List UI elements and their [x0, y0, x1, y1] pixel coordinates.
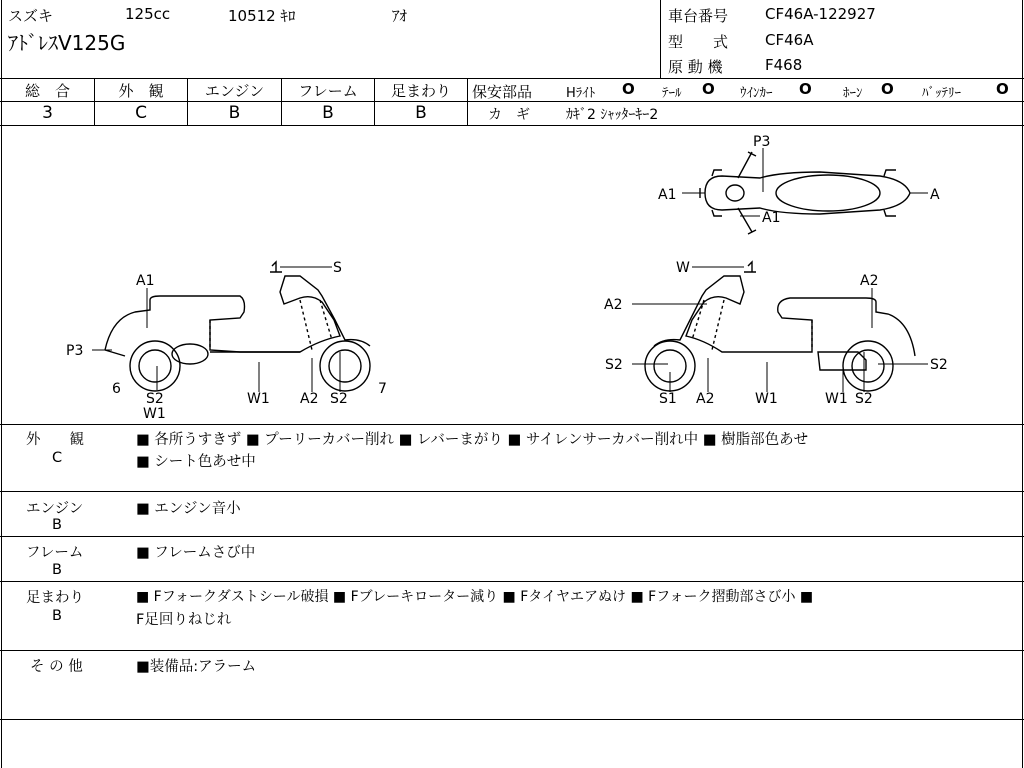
- section-grade: B: [52, 562, 62, 578]
- safety-mark: O: [996, 80, 1009, 98]
- diagram-label: A: [930, 187, 940, 203]
- diagram-label: A2: [860, 273, 879, 289]
- maker: スズキ: [8, 7, 54, 25]
- grade-suspension: B: [415, 103, 427, 123]
- diagram-label: A1: [136, 273, 155, 289]
- section-grade: C: [52, 450, 63, 466]
- frame-no-label: 車台番号: [668, 7, 729, 25]
- diagram-label: 7: [378, 381, 387, 397]
- section-line: ■ シート色あせ中: [136, 454, 256, 470]
- frame-no: CF46A-122927: [765, 5, 876, 23]
- engine-value: F468: [765, 56, 803, 74]
- section-title: 外 観: [26, 432, 84, 448]
- scooter-diagram-svg: [0, 126, 1024, 424]
- diagram-label: S2: [605, 357, 623, 373]
- diagram-label: W1: [143, 406, 166, 422]
- diagram-label: S2: [930, 357, 948, 373]
- section-border: [0, 536, 1024, 537]
- diagram-label: P3: [66, 343, 84, 359]
- diagram-label: P3: [753, 134, 771, 150]
- diagram-label: W1: [825, 391, 848, 407]
- diagram-label: S2: [330, 391, 348, 407]
- type-label: 型 式: [668, 33, 729, 51]
- section-line: ■ フレームさび中: [136, 545, 256, 561]
- grade-frame: B: [322, 103, 334, 123]
- grade-exterior: C: [135, 103, 147, 123]
- section-line: F足回りねじれ: [136, 612, 232, 628]
- header-divider: [660, 0, 661, 78]
- diagram-label: A2: [696, 391, 715, 407]
- safety-item-tail: ﾃｰﾙ: [662, 86, 682, 101]
- section-border: [0, 581, 1024, 582]
- section-line: ■ エンジン音小: [136, 501, 241, 517]
- diagram-label: W1: [755, 391, 778, 407]
- safety-item-horn: ﾎｰﾝ: [843, 86, 863, 101]
- diagram-label: S: [333, 260, 342, 276]
- section-title: フレーム: [26, 545, 84, 561]
- leader-lines: [92, 148, 928, 392]
- grade-header-frame: フレーム: [298, 82, 358, 100]
- section-border: [0, 650, 1024, 651]
- section-grade: B: [52, 517, 62, 533]
- diagram-label: A2: [300, 391, 319, 407]
- section-border: [0, 491, 1024, 492]
- key-label: カ ギ: [488, 107, 530, 123]
- safety-mark: O: [799, 80, 812, 98]
- mileage: 10512 ｷﾛ: [228, 7, 296, 25]
- grade-header-exterior: 外 観: [118, 82, 164, 100]
- diagram-label: 6: [112, 381, 121, 397]
- safety-item-headlight: Hﾗｲﾄ: [566, 86, 596, 101]
- grade-overall: 3: [42, 103, 53, 123]
- grade-col-divider: [467, 78, 468, 125]
- safety-mark: O: [881, 80, 894, 98]
- section-title: 足まわり: [26, 590, 84, 606]
- safety-label: 保安部品: [472, 83, 533, 101]
- section-border: [0, 424, 1024, 425]
- section-line: ■ 各所うすきず ■ プーリーカバー削れ ■ レバーまがり ■ サイレンサーカバー削れ中 ■ 樹脂部色あせ: [136, 432, 809, 448]
- section-grade: B: [52, 608, 62, 624]
- key-value: ｶｷﾞ2 ｼｬｯﾀｰｷｰ2: [566, 107, 659, 123]
- grade-header-suspension: 足まわり: [390, 82, 451, 100]
- grades-top-border: [0, 78, 1024, 79]
- safety-mark: O: [622, 80, 635, 98]
- grade-header-engine: エンジン: [204, 82, 265, 100]
- safety-item-battery: ﾊﾞｯﾃﾘｰ: [922, 86, 961, 101]
- section-line: ■装備品:アラーム: [136, 659, 257, 675]
- diagram-label: W1: [247, 391, 270, 407]
- displacement: 125cc: [125, 5, 171, 23]
- type-value: CF46A: [765, 31, 814, 49]
- section-title: そ の 他: [30, 659, 83, 675]
- color: ｱｵ: [392, 7, 408, 25]
- diagram-label: A2: [604, 297, 623, 313]
- diagram-label: W: [676, 260, 690, 276]
- diagram-label: S2: [855, 391, 873, 407]
- grade-engine: B: [228, 103, 241, 123]
- section-border: [0, 719, 1024, 720]
- section-line: ■ Fフォークダストシール破損 ■ Fブレーキローター減り ■ Fタイヤエアぬけ ■ Fフォーク摺動部さび小 ■: [136, 589, 814, 605]
- diagram-label: S1: [659, 391, 677, 407]
- grade-header-overall: 総 合: [24, 82, 70, 100]
- safety-item-winker: ｳｲﾝｶｰ: [740, 86, 773, 101]
- model-name: ｱﾄﾞﾚｽV125G: [8, 31, 126, 55]
- section-title: エンジン: [26, 501, 84, 517]
- diagram-label: A1: [658, 187, 677, 203]
- engine-label: 原 動 機: [668, 58, 723, 76]
- damage-diagram: [0, 126, 1024, 424]
- diagram-label: S2: [146, 391, 164, 407]
- safety-mark: O: [702, 80, 715, 98]
- top-view-scooter: [700, 152, 910, 234]
- diagram-label: A1: [762, 210, 781, 226]
